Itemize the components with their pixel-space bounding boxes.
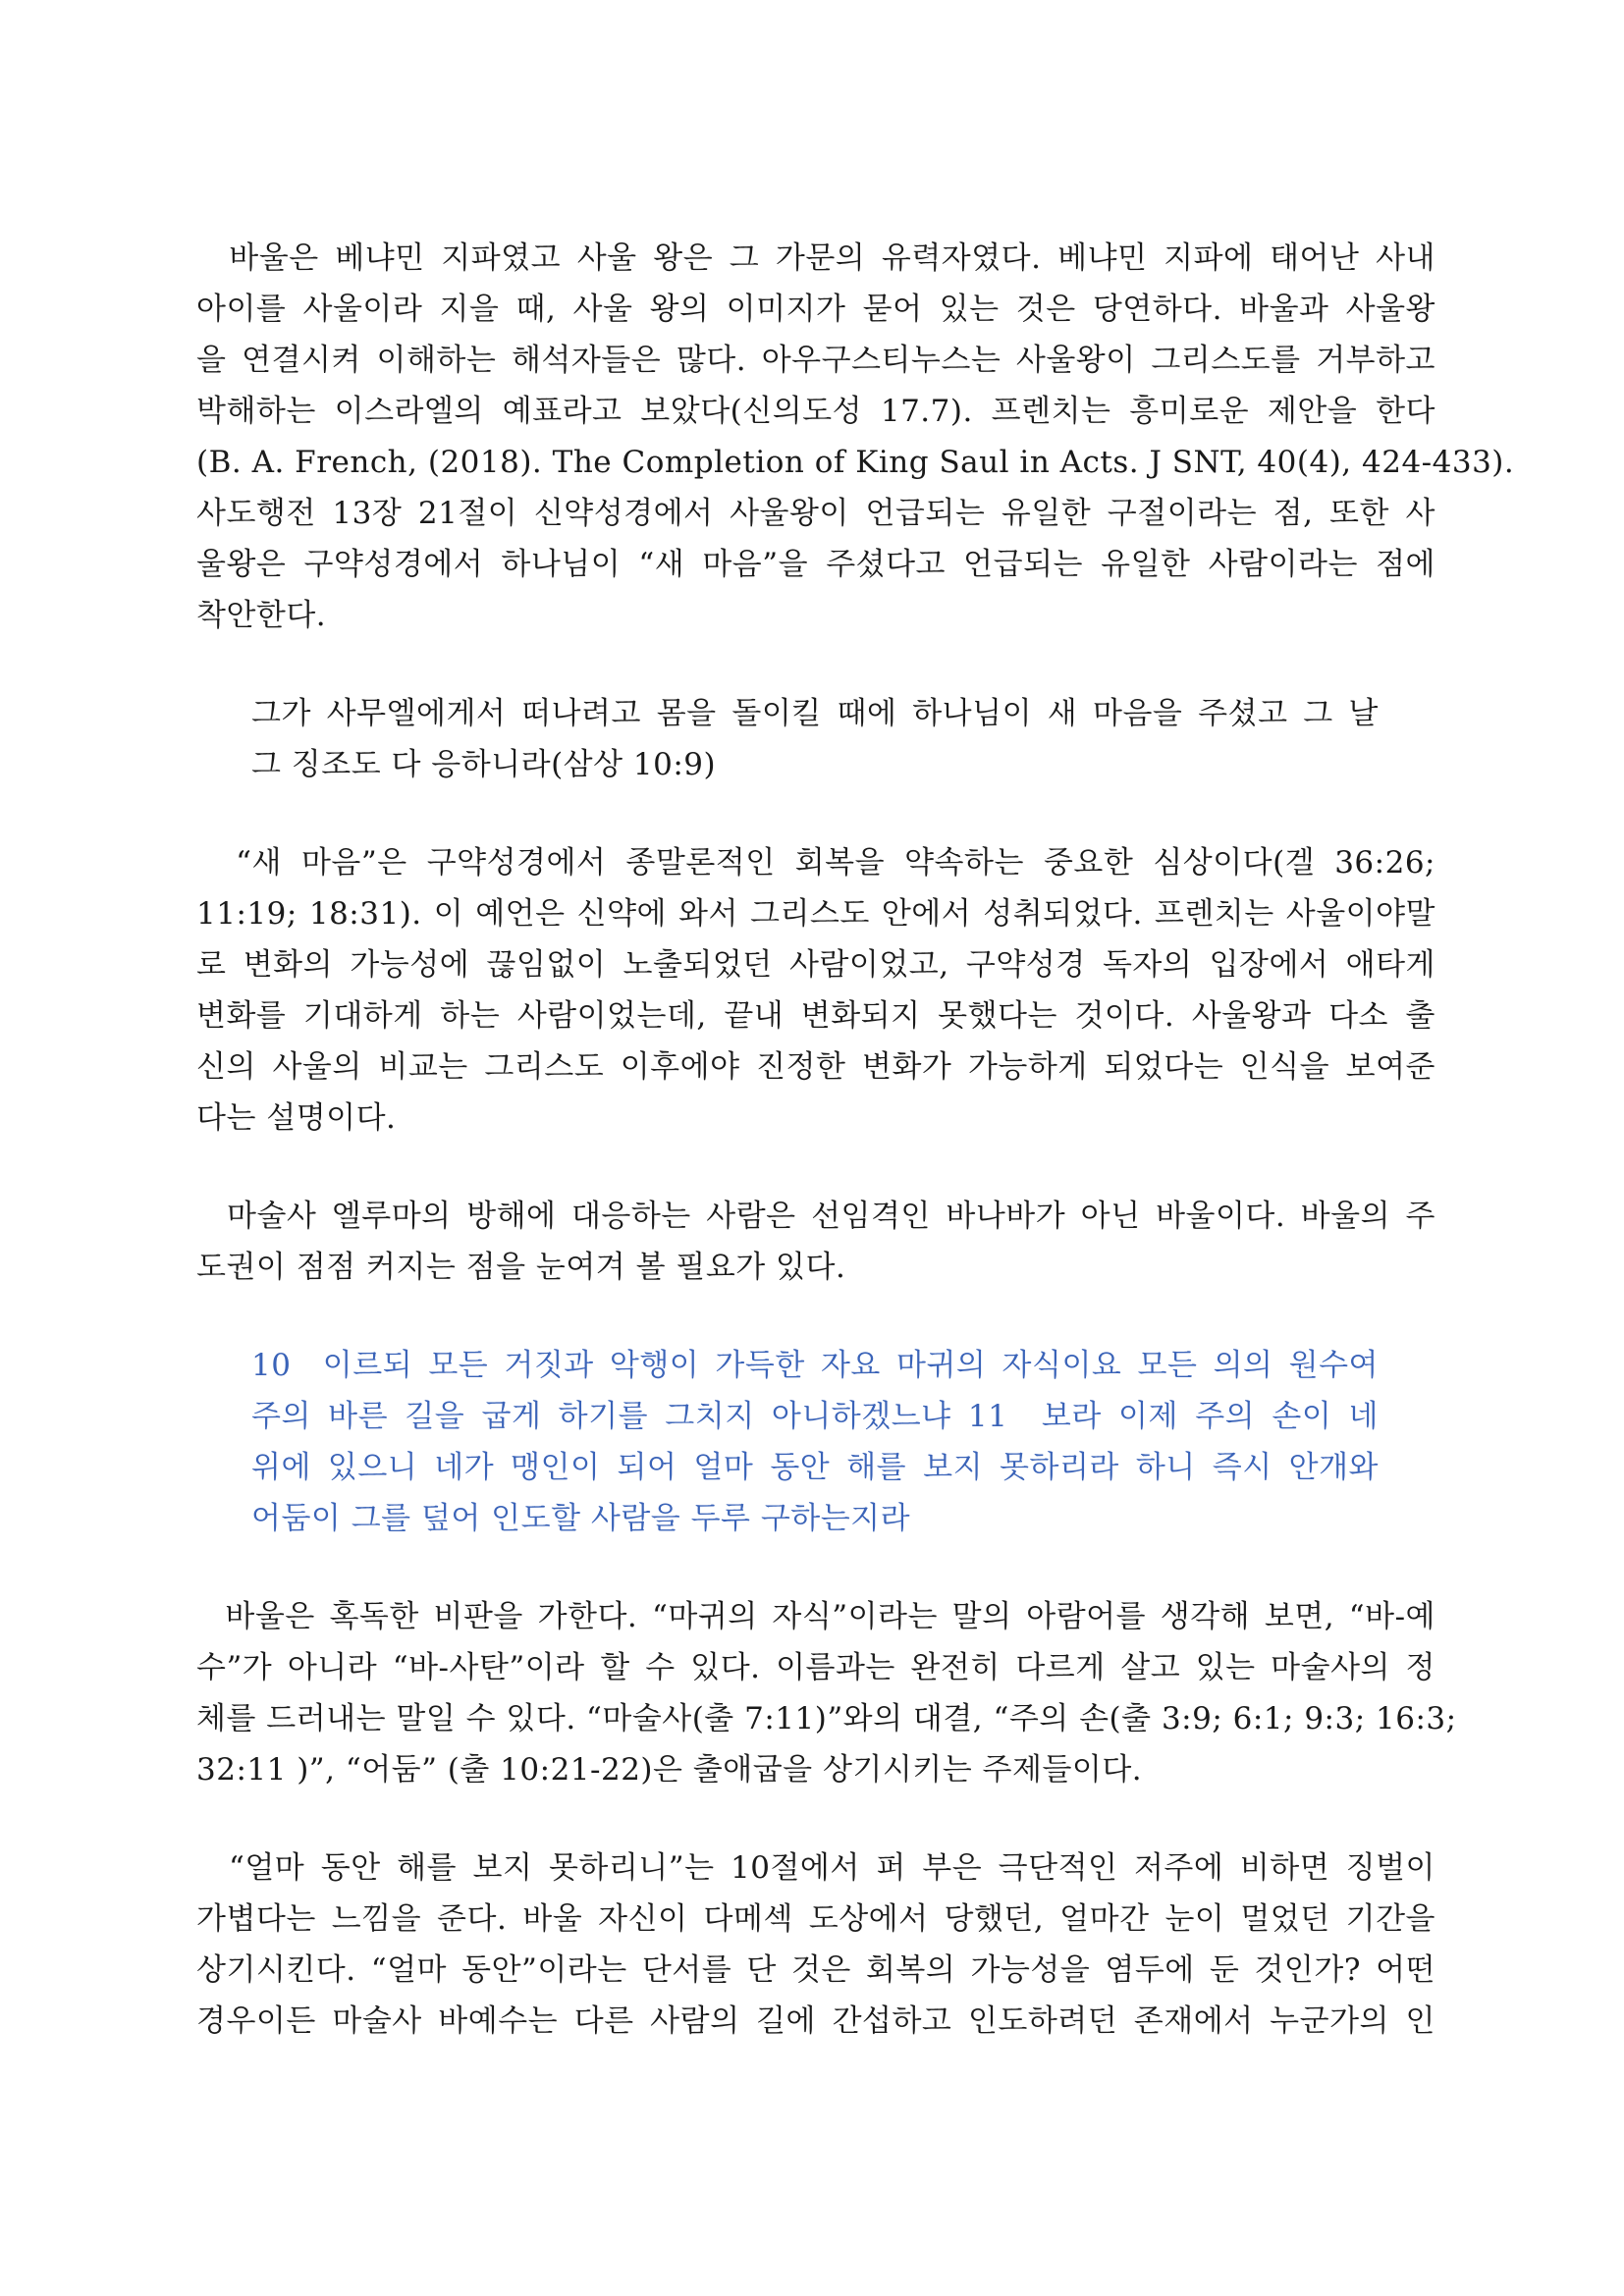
paragraph-new-heart <box>196 837 1435 1144</box>
text-line: 로 변화의 가능성에 끊임없이 노출되었던 사람이었고, 구약성경 독자의 입장에서 애타게 <box>196 947 1435 983</box>
paragraph-elymas <box>196 1191 1435 1293</box>
quote-line: 그 징조도 다 응하니라(삼상 10:9) <box>251 747 717 782</box>
text-column <box>196 233 1515 2047</box>
text-line: 경우이든 마술사 바예수는 다른 사람의 길에 간섭하고 인도하려던 존재에서 누군가의 인 <box>196 2003 1435 2039</box>
block-quote-1samuel <box>196 688 1379 790</box>
text-line: 수”가 아니라 “바-사탄”이라 할 수 있다. 이름과는 완전히 다르게 살고 있는 마술사의 정 <box>196 1650 1435 1685</box>
quote-line: 위에 있으니 네가 맹인이 되어 얼마 동안 해를 보지 못하리라 하니 즉시 안개와 <box>251 1450 1379 1485</box>
paragraph-critique <box>196 1591 1457 1795</box>
quote-line: 10 이르되 모든 거짓과 악행이 가득한 자요 마귀의 자식이요 모든 의의 원수여 <box>251 1348 1379 1383</box>
text-line: 체를 드러내는 말일 수 있다. “마술사(출 7:11)”와의 대결, “주의 손(출 3:9; 6:1; 9:3; 16:3; <box>196 1701 1457 1736</box>
text-line: 다는 설명이다. <box>196 1100 397 1136</box>
text-line: 바울은 베냐민 지파였고 사울 왕은 그 가문의 유력자였다. 베냐민 지파에 태어난 사내 <box>196 240 1435 276</box>
text-line: “얼마 동안 해를 보지 못하리니”는 10절에서 퍼 부은 극단적인 저주에 비하면 징벌이 <box>196 1850 1435 1886</box>
quote-line: 주의 바른 길을 굽게 하기를 그치지 아니하겠느냐 11 보라 이제 주의 손이 네 <box>251 1399 1379 1434</box>
text-line: 사도행전 13장 21절이 신약성경에서 사울왕이 언급되는 유일한 구절이라는 점, 또한 사 <box>196 496 1435 531</box>
quote-line: 어둠이 그를 덮어 인도할 사람을 두루 구하는지라 <box>251 1501 911 1536</box>
text-line: 가볍다는 느낌을 준다. 바울 자신이 다메섹 도상에서 당했던, 얼마간 눈이 멀었던 기간을 <box>196 1901 1435 1937</box>
text-line: 32:11 )”, “어둠” (출 10:21-22)은 출애굽을 상기시키는 주제들이다. <box>196 1752 1143 1788</box>
text-line: 11:19; 18:31). 이 예언은 신약에 와서 그리스도 안에서 성취되었다. 프렌치는 사울이야말 <box>196 896 1435 932</box>
text-line: 착안한다. <box>196 598 327 633</box>
text-line: 울왕은 구약성경에서 하나님이 “새 마음”을 주셨다고 언급되는 유일한 사람이라는 점에 <box>196 547 1435 582</box>
quote-line: 그가 사무엘에게서 떠나려고 몸을 돌이킬 때에 하나님이 새 마음을 주셨고 그 날 <box>251 696 1379 731</box>
block-quote-acts13 <box>196 1340 1379 1544</box>
text-line: 을 연결시켜 이해하는 해석자들은 많다. 아우구스티누스는 사울왕이 그리스도를 거부하고 <box>196 343 1435 378</box>
text-line: 도권이 점점 커지는 점을 눈여겨 볼 필요가 있다. <box>196 1250 846 1285</box>
text-line: 박해하는 이스라엘의 예표라고 보았다(신의도성 17.7). 프렌치는 흥미로운 제안을 한다 <box>196 394 1435 429</box>
text-line: 변화를 기대하게 하는 사람이었는데, 끝내 변화되지 못했다는 것이다. 사울왕과 다소 출 <box>196 998 1435 1034</box>
text-line: 바울은 혹독한 비판을 가한다. “마귀의 자식”이라는 말의 아람어를 생각해 보면, “바-예 <box>196 1599 1435 1634</box>
text-line: 신의 사울의 비교는 그리스도 이후에야 진정한 변화가 가능하게 되었다는 인식을 보여준 <box>196 1049 1435 1085</box>
paragraph-blindness <box>196 1842 1435 2047</box>
text-line: 아이를 사울이라 지을 때, 사울 왕의 이미지가 묻어 있는 것은 당연하다. 바울과 사울왕 <box>196 292 1435 327</box>
text-line: 마술사 엘루마의 방해에 대응하는 사람은 선임격인 바나바가 아닌 바울이다. 바울의 주 <box>196 1199 1435 1234</box>
text-line: 상기시킨다. “얼마 동안”이라는 단서를 단 것은 회복의 가능성을 염두에 둔 것인가? 어떤 <box>196 1952 1435 1988</box>
text-line: “새 마음”은 구약성경에서 종말론적인 회복을 약속하는 중요한 심상이다(겔 36:26; <box>196 845 1435 881</box>
paragraph-saul-benjamin <box>196 233 1515 641</box>
text-line: (B. A. French, (2018). The Completion of King Saul in Acts. J SNT, 40(4), 424-433). <box>196 445 1515 480</box>
